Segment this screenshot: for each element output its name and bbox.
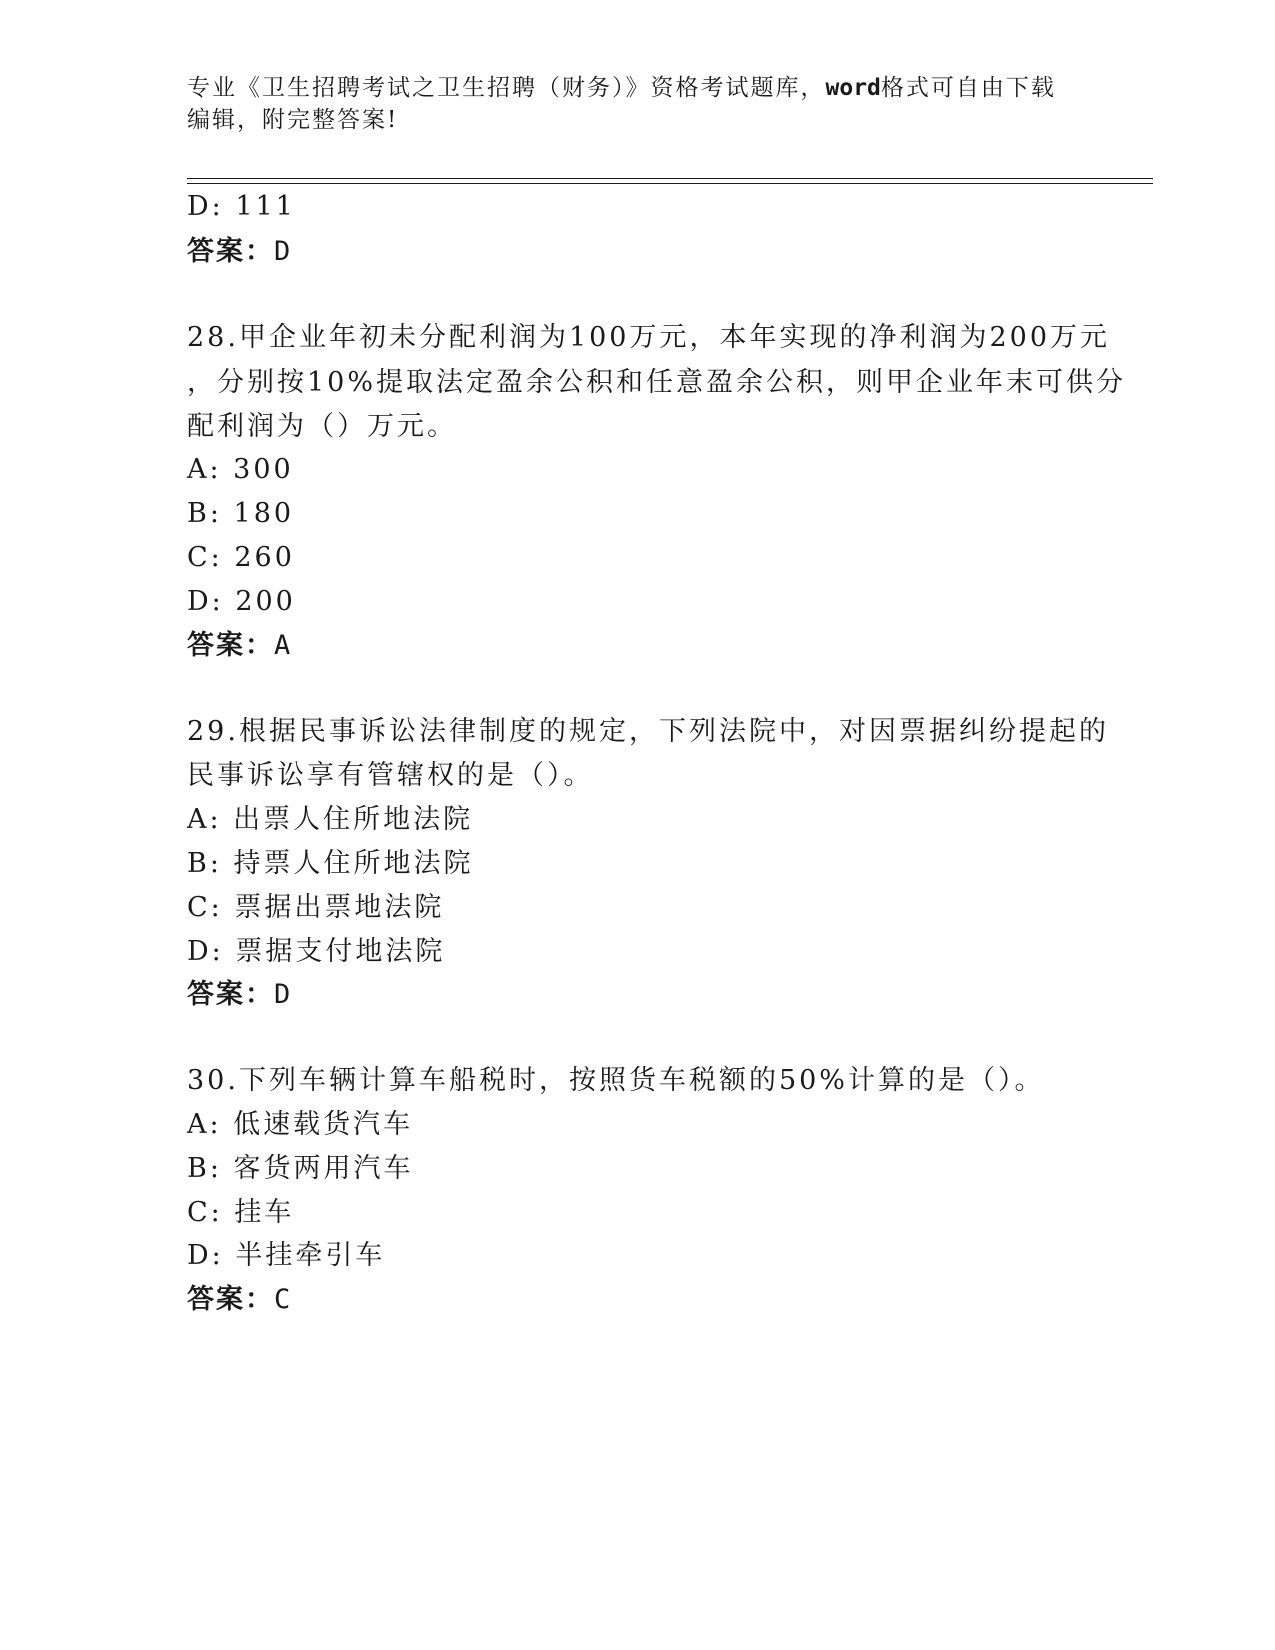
answer-line: 答案：D <box>187 236 293 267</box>
header-line-2: 编辑，附完整答案! <box>187 107 399 133</box>
question-28-text-line-2: ，分别按10%提取法定盈余公积和任意盈余公积，则甲企业年末可供分 <box>187 367 1127 398</box>
question-29-text-line-2: 民事诉讼享有管辖权的是（）。 <box>187 760 594 791</box>
question-28-text-line-1: 28.甲企业年初未分配利润为100万元，本年实现的净利润为200万元 <box>187 322 1111 353</box>
option-d: D: 111 <box>187 191 296 222</box>
document-header <box>187 72 1087 136</box>
question-29-option-c: C: 票据出票地法院 <box>187 892 445 923</box>
question-28-option-c: C: 260 <box>187 542 295 573</box>
question-30-text-line-1: 30.下列车辆计算车船税时，按照货车税额的50%计算的是（）。 <box>187 1065 1045 1096</box>
question-29-answer: 答案：D <box>187 979 293 1010</box>
header-divider-bottom <box>187 183 1153 184</box>
question-28-option-d: D: 200 <box>187 586 296 617</box>
question-28-answer: 答案：A <box>187 630 293 661</box>
question-28-text-line-3: 配利润为（）万元。 <box>187 411 457 442</box>
question-30-option-b: B: 客货两用汽车 <box>187 1153 414 1184</box>
question-29-option-a: A: 出票人住所地法院 <box>187 804 474 835</box>
header-divider-top <box>187 178 1153 179</box>
question-28-option-b: B: 180 <box>187 498 295 529</box>
question-30-option-d: D: 半挂牵引车 <box>187 1240 386 1271</box>
question-29-option-d: D: 票据支付地法院 <box>187 936 446 967</box>
question-29-option-b: B: 持票人住所地法院 <box>187 848 474 879</box>
question-30-option-c: C: 挂车 <box>187 1197 295 1228</box>
question-30-option-a: A: 低速载货汽车 <box>187 1109 414 1140</box>
question-30-answer: 答案：C <box>187 1284 293 1315</box>
question-29-text-line-1: 29.根据民事诉讼法律制度的规定，下列法院中，对因票据纠纷提起的 <box>187 716 1109 747</box>
question-28-option-a: A: 300 <box>187 454 294 485</box>
header-line-1: 专业《卫生招聘考试之卫生招聘（财务）》资格考试题库，word格式可自由下载 <box>187 75 1056 101</box>
